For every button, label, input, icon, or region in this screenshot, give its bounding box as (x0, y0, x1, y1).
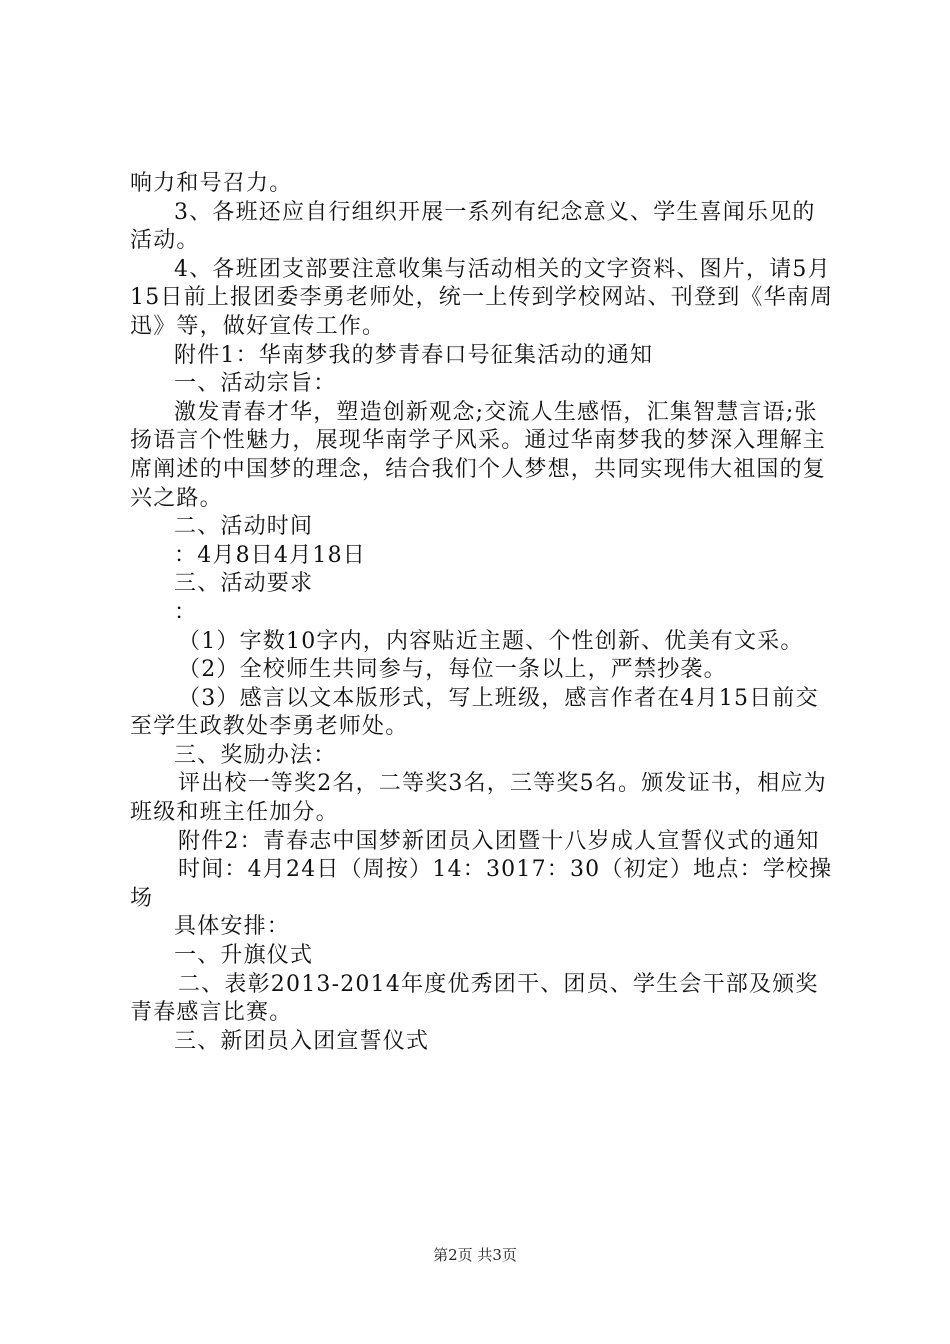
paragraph: 评出校一等奖2名，二等奖3名，三等奖5名。颁发证书，相应为班级和班主任加分。 (130, 771, 827, 826)
paragraph: 4、各班团支部要注意收集与活动相关的文字资料、图片，请5月15日前上报团委李勇老师处，统一上传到学校网站、刊登到《华南周迅》等，做好宣传工作。 (130, 256, 834, 339)
section-heading: 一、活动宗旨： (174, 371, 337, 397)
section-heading: 三、活动要求 (174, 571, 314, 597)
paragraph: 响力和号召力。 (130, 171, 293, 196)
section-heading: 一、升旗仪式 (174, 943, 314, 969)
paragraph: 二、表彰2013-2014年度优秀团干、团员、学生会干部及颁奖青春感言比赛。 (130, 971, 819, 1026)
list-item: （1）字数10字内，内容贴近主题、个性创新、优美有文采。 (178, 628, 804, 654)
page-footer: 第2页 共3页 (433, 1246, 517, 1264)
section-heading: 三、奖励办法： (174, 742, 337, 768)
attachment-1-title: 附件1：华南梦我的梦青春口号征集活动的通知 (174, 342, 654, 368)
paragraph: ： (174, 599, 198, 625)
paragraph: ：4月8日4月18日 (174, 542, 366, 568)
section-heading: 具体安排： (174, 914, 291, 940)
paragraph: 3、各班还应自行组织开展一系列有纪念意义、学生喜闻乐见的活动。 (130, 199, 816, 254)
list-item: （2）全校师生共同参与，每位一条以上，严禁抄袭。 (178, 657, 727, 683)
document-body (130, 170, 835, 1056)
list-item: （3）感言以文本版形式，写上班级，感言作者在4月15日前交至学生政教处李勇老师处。 (130, 685, 819, 740)
section-heading: 二、活动时间 (174, 514, 314, 540)
paragraph: 时间：4月24日（周按）14：3017：30（初定）地点：学校操场 (130, 857, 833, 911)
section-heading: 三、新团员入团宣誓仪式 (174, 1028, 430, 1054)
attachment-2-title: 附件2：青春志中国梦新团员入团暨十八岁成人宣誓仪式的通知 (178, 828, 820, 854)
paragraph: 激发青春才华，塑造创新观念;交流人生感悟，汇集智慧言语;张扬语言个性魅力，展现华南学子风采。通过华南梦我的梦深入理解主席阐述的中国梦的理念，结合我们个人梦想，共同实现伟大祖国的复兴之路。 (130, 399, 827, 511)
